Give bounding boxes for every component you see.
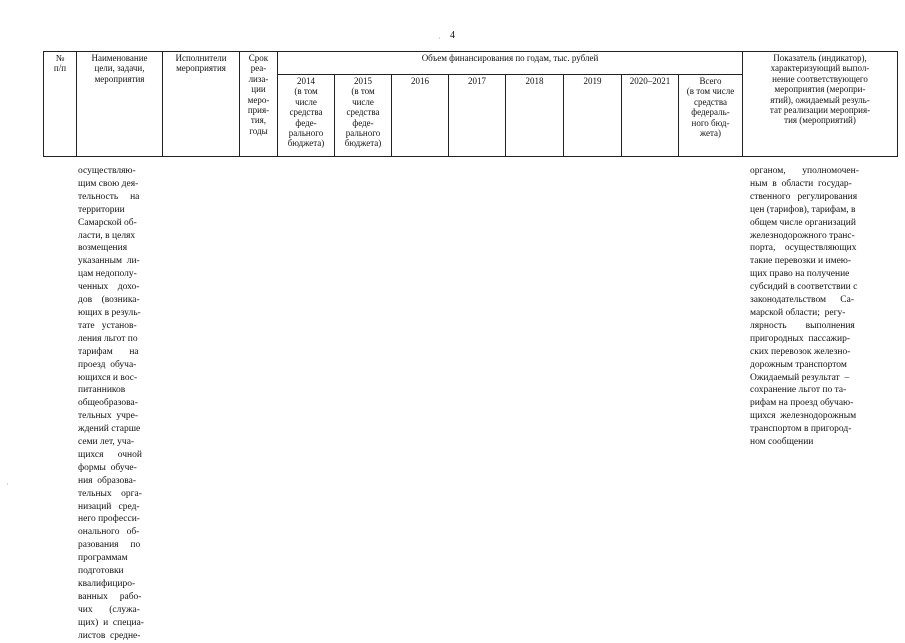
column-header-indicator: Показатель (индикатор), характеризующий выпол- нение соответствующего мероприятия (меропри- ятий), ожидаемый резуль- тат реализации мероприя- тия (мероприятий) (743, 52, 898, 157)
column-header-number: № п/п (44, 52, 77, 157)
scan-mark: · (438, 34, 441, 43)
year-header-2014: 2014 (в том числе средства феде- рального бюджета) (278, 75, 335, 157)
column-header-executors: Исполнители мероприятия (163, 52, 240, 157)
column-header-name: Наименование цели, задачи, мероприятия (77, 52, 163, 157)
year-header-2015: 2015 (в том числе средства феде- рального бюджета) (335, 75, 392, 157)
year-header-2019: 2019 (564, 75, 622, 157)
year-header-2020-2021: 2020–2021 (622, 75, 679, 157)
page-number: 4 (450, 30, 455, 41)
column-header-funding: Объем финансирования по годам, тыс. рублей (278, 52, 743, 75)
year-header-2017: 2017 (449, 75, 506, 157)
scan-mark: · (6, 480, 9, 489)
column-header-term: Срок реа- лиза- ции меро- прия- тия, годы (240, 52, 278, 157)
indicator-description-text: органом, уполномочен- ным в области государ- ственного регулирования цен (тарифов), тарифам, в общем числе организаций железнодорожного транс- порта, осуществляющих такие перевозки и имею- щих право на получение субсидий в соответствии с законодательством Са- марской области; регу- лярность выполнения пригородных пассажир- ских перевозок железно- дорожным транспортом Ожидаемый результат – сохранение льгот по та- рифам на проезд обучаю- щихся железнодорожным транспортом в пригород- ном сообщении (750, 166, 859, 448)
year-header-2018: 2018 (506, 75, 564, 157)
table-header (43, 51, 898, 157)
year-header-2016: 2016 (392, 75, 449, 157)
year-header-total: Всего (в том числе средства федераль- ного бюд- жета) (679, 75, 743, 157)
measure-description-text: осуществляю- щим свою дея- тельность на территории Самарской об- ласти, в целях возмещения указанным ли- цам недополу- ченных дохо- дов (возника- ющих в резуль- тате установ- ления льгот по тарифам на проезд обуча- ющихся и вос- питанников общеобразова- тельных учре- ждений старше семи лет, уча- щихся очной формы обуче- ния образова- тельных орга- низаций сред- него професси- онального об- разования по программам подготовки квалифициро- ванных рабо- чих (служа- щих) и специа- листов средне- (78, 166, 144, 641)
